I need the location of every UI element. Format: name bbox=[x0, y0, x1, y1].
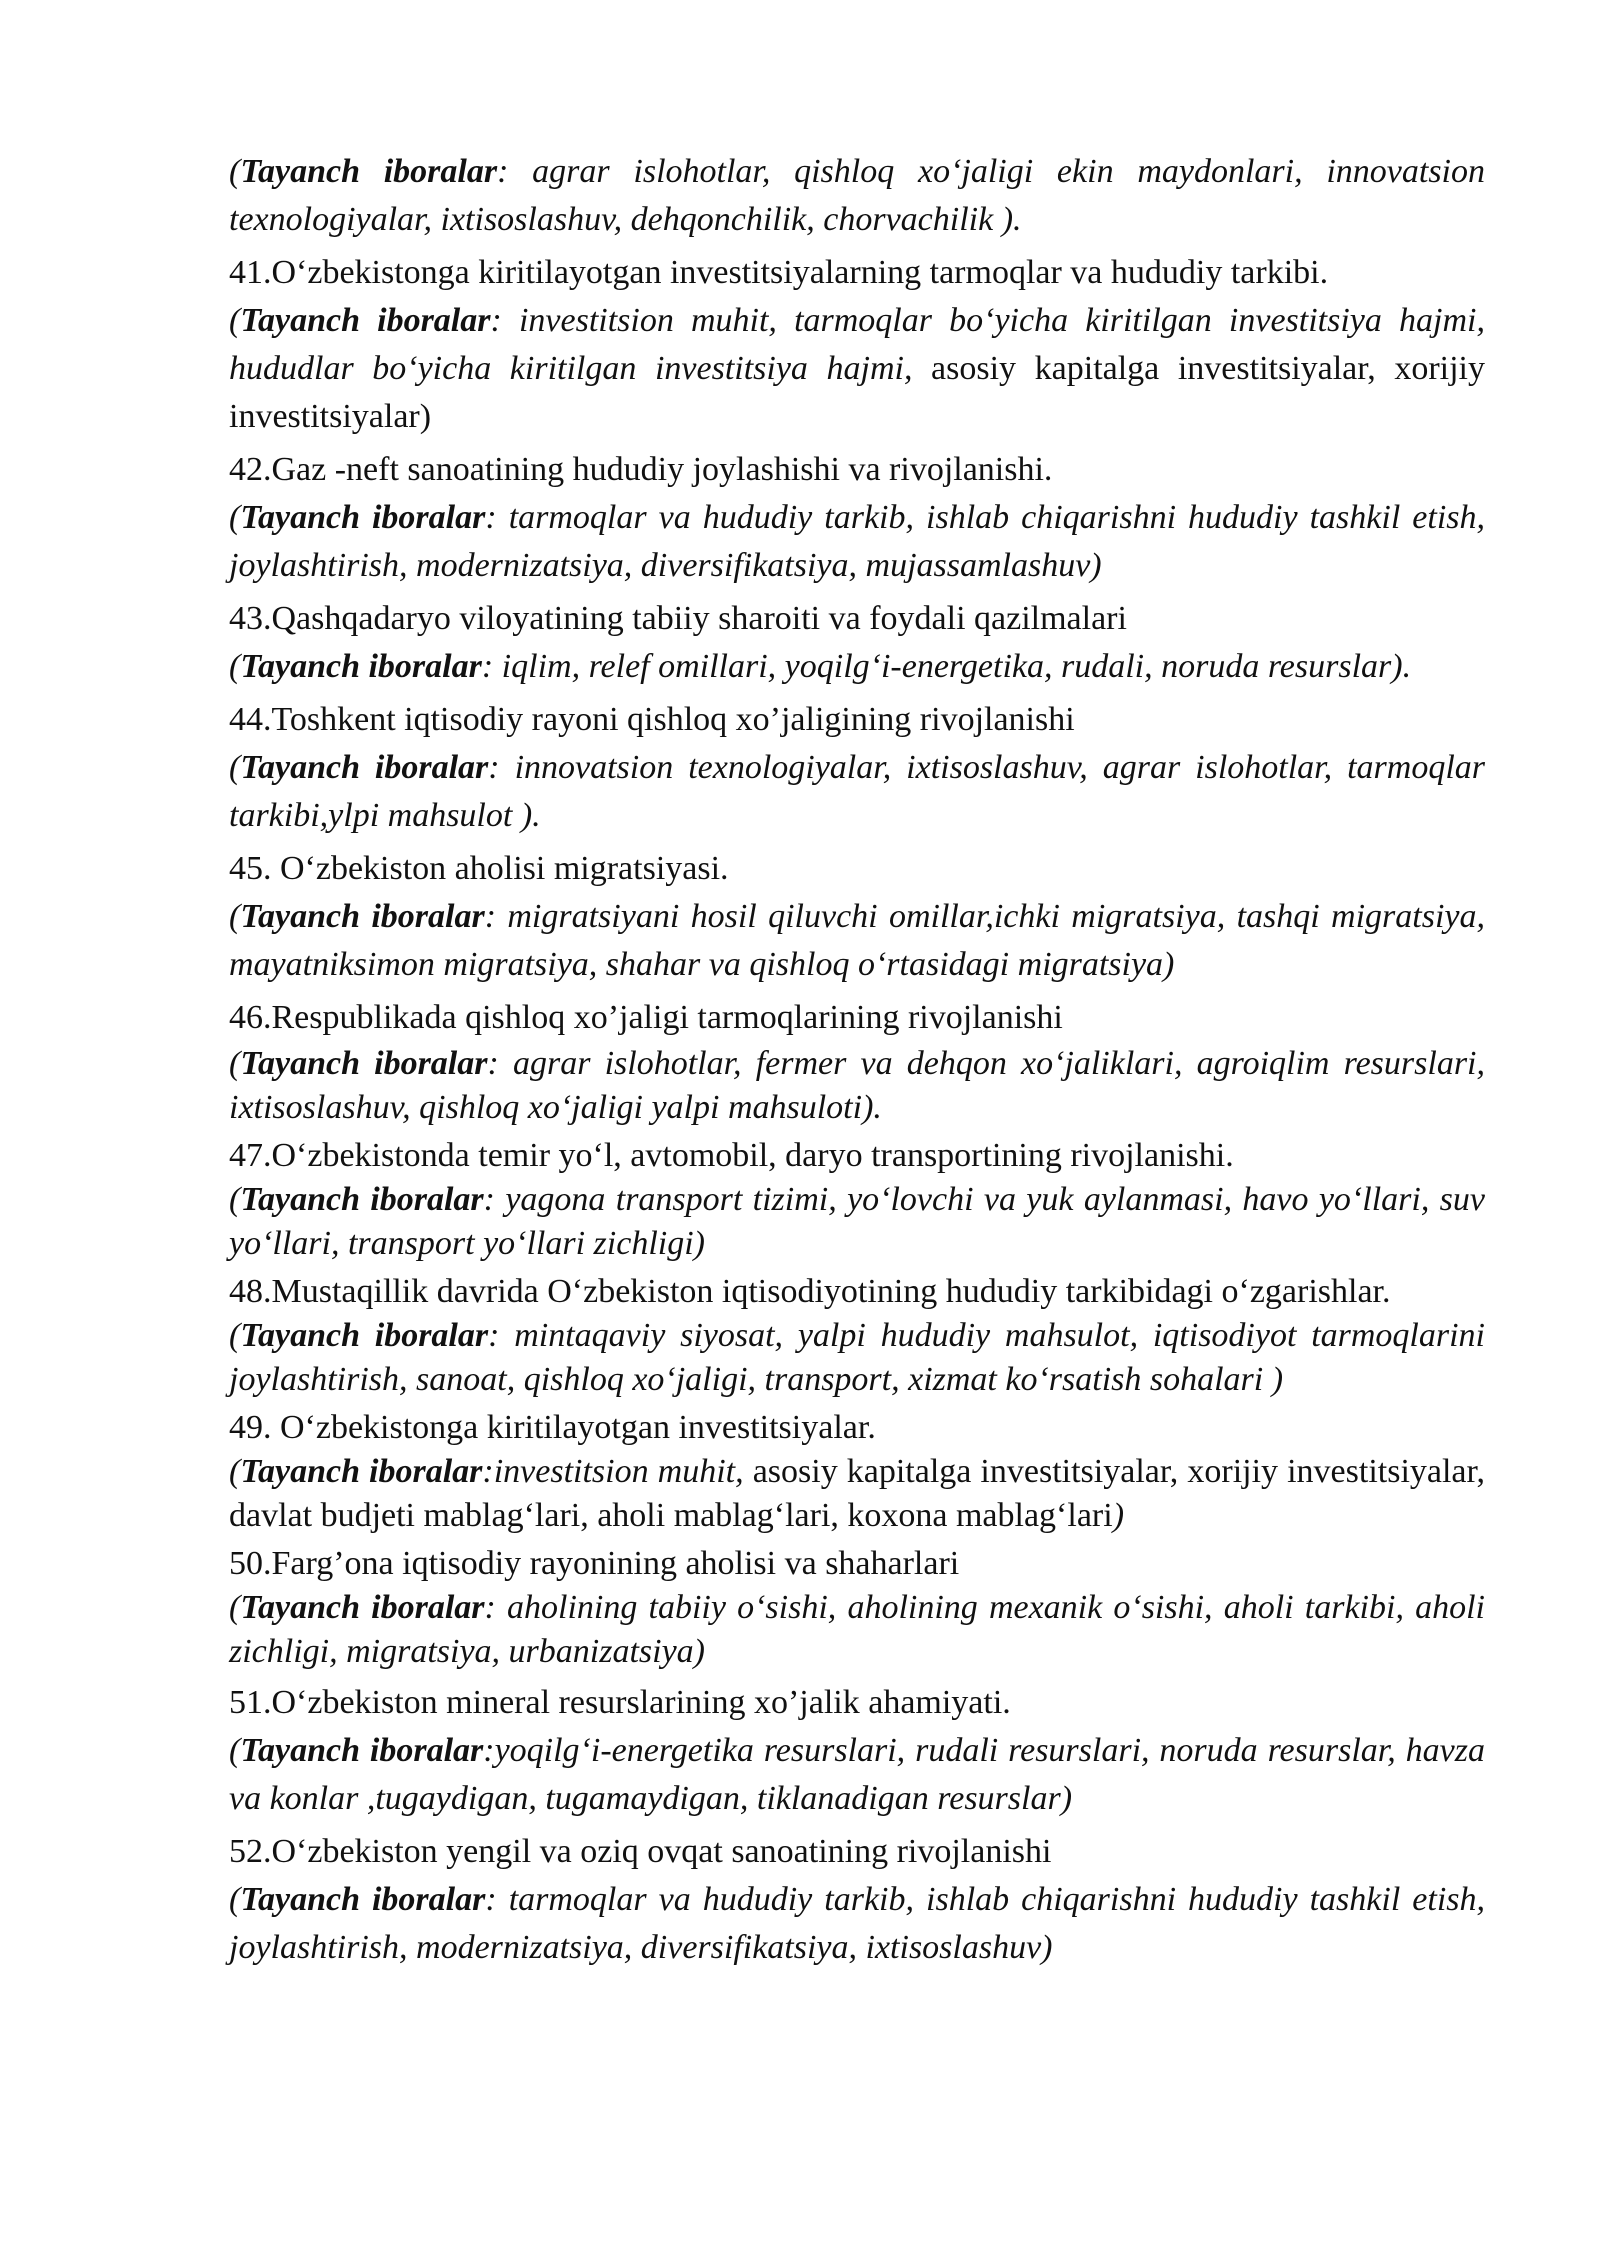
keywords-text: aholining tabiiy o‘sishi, aholining mexanik o‘sishi, aholi tarkibi, aholi zichligi, migratsiya, urbanizatsiya) bbox=[229, 1589, 1485, 1670]
open-paren: ( bbox=[229, 1045, 241, 1082]
topic-43: 43.Qashqadaryo viloyatining tabiiy sharoiti va foydali qazilmalari bbox=[229, 600, 1127, 637]
keywords-separator: : bbox=[487, 1045, 513, 1082]
keywords-separator: : bbox=[484, 1589, 507, 1626]
keywords-text: investitsion muhit, tarmoqlar bo‘yicha kiritilgan investitsiya hajmi, hududlar bo‘yicha kiritilgan investitsiya hajmi, bbox=[229, 302, 1485, 387]
keywords-text: investitsion muhit, bbox=[493, 1453, 744, 1490]
keywords-text-roman: asosiy kapitalga investitsiyalar, xorijiy investitsiyalar) bbox=[229, 350, 1485, 435]
open-paren: ( bbox=[229, 898, 241, 935]
close-paren: ) bbox=[1112, 1497, 1125, 1534]
open-paren: ( bbox=[229, 749, 241, 786]
topic-47: 47.O‘zbekistonda temir yo‘l, avtomobil, daryo transportining rivojlanishi. bbox=[229, 1137, 1234, 1174]
keywords-text: mintaqaviy siyosat, yalpi hududiy mahsulot, iqtisodiyot tarmoqlarini joylashtirish, sanoat, qishloq xo‘jaligi, transport, xizmat ko‘rsatish sohalari ) bbox=[229, 1317, 1485, 1398]
keywords-paragraph bbox=[229, 893, 1485, 989]
keywords-separator: : bbox=[485, 1881, 509, 1918]
keywords-paragraph bbox=[229, 1450, 1485, 1538]
document-page bbox=[229, 148, 1485, 1976]
open-paren: ( bbox=[229, 1181, 241, 1218]
keywords-label: Tayanch iboralar bbox=[240, 1453, 483, 1490]
keywords-label: Tayanch iboralar bbox=[240, 898, 485, 935]
open-paren: ( bbox=[229, 1881, 241, 1918]
open-paren: ( bbox=[229, 1317, 241, 1354]
keywords-separator: : bbox=[488, 1317, 515, 1354]
keywords-text: yoqilg‘i-energetika resurslari, rudali resurslari, noruda resurslar, havza va konlar ,tugaydigan, tugamaydigan, tiklanadigan resurslar) bbox=[229, 1732, 1485, 1817]
keywords-text: tarmoqlar va hududiy tarkib, ishlab chiqarishni hududiy tashkil etish, joylashtirish, modernizatsiya, diversifikatsiya, mujassamlashuv) bbox=[229, 499, 1485, 584]
keywords-text: yagona transport tizimi, yo‘lovchi va yuk aylanmasi, havo yo‘llari, suv yo‘llari, transport yo‘llari zichligi) bbox=[229, 1181, 1485, 1262]
keywords-paragraph bbox=[229, 1586, 1485, 1674]
keywords-text: innovatsion texnologiyalar, ixtisoslashuv, agrar islohotlar, tarmoqlar tarkibi,ylpi mahsulot ). bbox=[229, 749, 1486, 834]
topic-50: 50.Farg’ona iqtisodiy rayonining aholisi va shaharlari bbox=[229, 1545, 960, 1582]
keywords-label: Tayanch iboralar bbox=[240, 1881, 486, 1918]
keywords-label: Tayanch iboralar bbox=[240, 153, 498, 190]
open-paren: ( bbox=[229, 1732, 241, 1769]
topic-42: 42.Gaz -neft sanoatining hududiy joylashishi va rivojlanishi. bbox=[229, 451, 1053, 488]
topic-52: 52.O‘zbekiston yengil va oziq ovqat sanoatining rivojlanishi bbox=[229, 1833, 1052, 1870]
keywords-separator: : bbox=[485, 499, 509, 536]
keywords-label: Tayanch iboralar bbox=[240, 1317, 489, 1354]
keywords-text: iqlim, relef omillari, yoqilg‘i-energetika, rudali, noruda resurslar). bbox=[501, 648, 1412, 685]
keywords-paragraph bbox=[229, 1178, 1485, 1266]
keywords-paragraph bbox=[229, 494, 1485, 590]
keywords-paragraph bbox=[229, 1876, 1485, 1972]
open-paren: ( bbox=[229, 153, 241, 190]
keywords-separator: : bbox=[482, 1453, 494, 1490]
keywords-label: Tayanch iboralar bbox=[240, 1589, 485, 1626]
topic-41: 41.O‘zbekistonga kiritilayotgan investitsiyalarning tarmoqlar va hududiy tarkibi. bbox=[229, 254, 1329, 291]
keywords-text: agrar islohotlar, qishloq xo‘jaligi ekin maydonlari, innovatsion texnologiyalar, ixtisoslashuv, dehqonchilik, chorvachilik ). bbox=[229, 153, 1485, 238]
keywords-text: agrar islohotlar, fermer va dehqon xo‘jaliklari, agroiqlim resurslari, ixtisoslashuv, qishloq xo‘jaligi yalpi mahsuloti). bbox=[229, 1045, 1485, 1126]
open-paren: ( bbox=[229, 302, 241, 339]
keywords-label: Tayanch iboralar bbox=[240, 648, 482, 685]
keywords-label: Tayanch iboralar bbox=[240, 302, 491, 339]
topic-45: 45. O‘zbekiston aholisi migratsiyasi. bbox=[229, 850, 729, 887]
keywords-separator: : bbox=[488, 749, 515, 786]
open-paren: ( bbox=[229, 648, 241, 685]
keywords-text: migratsiyani hosil qiluvchi omillar,ichki migratsiya, tashqi migratsiya, mayatniksimon migratsiya, shahar va qishloq o‘rtasidagi migratsiya) bbox=[229, 898, 1485, 983]
topic-44: 44.Toshkent iqtisodiy rayoni qishloq xo’jaligining rivojlanishi bbox=[229, 701, 1075, 738]
keywords-paragraph bbox=[229, 297, 1485, 441]
keywords-label: Tayanch iboralar bbox=[240, 499, 486, 536]
topic-51: 51.O‘zbekiston mineral resurslarining xo’jalik ahamiyati. bbox=[229, 1684, 1011, 1721]
keywords-separator: : bbox=[481, 648, 502, 685]
keywords-paragraph bbox=[229, 744, 1485, 840]
open-paren: ( bbox=[229, 499, 241, 536]
keywords-separator: : bbox=[483, 1181, 506, 1218]
keywords-separator: : bbox=[490, 302, 519, 339]
keywords-label: Tayanch iboralar bbox=[240, 1181, 484, 1218]
open-paren: ( bbox=[229, 1453, 241, 1490]
open-paren: ( bbox=[229, 1589, 241, 1626]
keywords-label: Tayanch iboralar bbox=[240, 1045, 488, 1082]
topic-48: 48.Mustaqillik davrida O‘zbekiston iqtisodiyotining hududiy tarkibidagi o‘zgarishlar. bbox=[229, 1273, 1391, 1310]
keywords-paragraph bbox=[229, 643, 1485, 691]
keywords-label: Tayanch iboralar bbox=[240, 1732, 484, 1769]
keywords-paragraph bbox=[229, 148, 1485, 244]
keywords-separator: : bbox=[483, 1732, 495, 1769]
keywords-paragraph bbox=[229, 1727, 1485, 1823]
keywords-separator: : bbox=[497, 153, 533, 190]
keywords-paragraph bbox=[229, 1042, 1485, 1130]
keywords-text-roman: asosiy kapitalga investitsiyalar, xorijiy investitsiyalar, davlat budjeti mablag‘lari, aholi mablag‘lari, koxona mablag‘lari bbox=[229, 1453, 1485, 1534]
topic-46: 46.Respublikada qishloq xo’jaligi tarmoqlarining rivojlanishi bbox=[229, 999, 1063, 1036]
keywords-label: Tayanch iboralar bbox=[240, 749, 489, 786]
topic-49: 49. O‘zbekistonga kiritilayotgan investitsiyalar. bbox=[229, 1409, 876, 1446]
keywords-text: tarmoqlar va hududiy tarkib, ishlab chiqarishni hududiy tashkil etish, joylashtirish, modernizatsiya, diversifikatsiya, ixtisoslashuv) bbox=[229, 1881, 1485, 1966]
keywords-separator: : bbox=[484, 898, 508, 935]
keywords-paragraph bbox=[229, 1314, 1485, 1402]
